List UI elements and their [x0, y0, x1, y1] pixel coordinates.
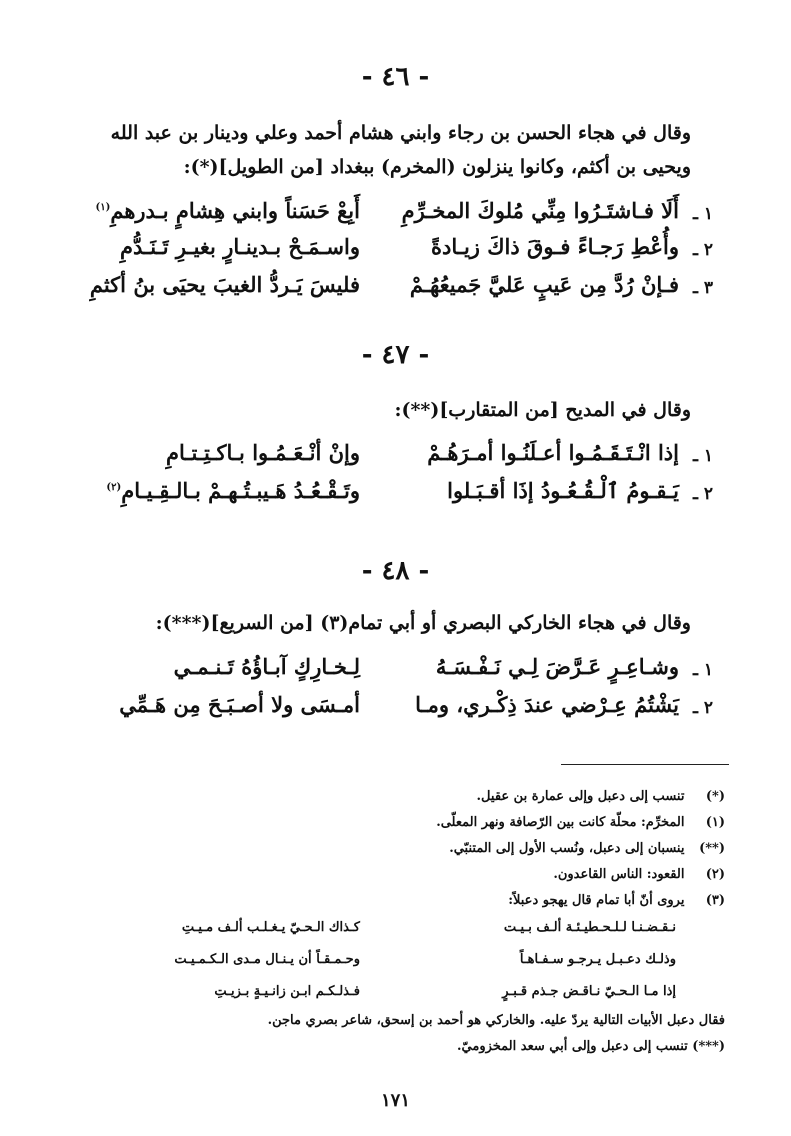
footnote-ref: (٢) [106, 482, 122, 493]
footnote-mark: (٢) [705, 867, 725, 882]
footnote-verse [90, 952, 676, 976]
footnote-verse-second: فـذلـكـم ابـن زانـيـةٍ بـزيـتِ [214, 984, 360, 999]
page-number: ١٧١ [380, 1090, 410, 1111]
section-intro-48 [60, 606, 691, 640]
verse-line [60, 692, 713, 730]
footnote-mark: (١) [705, 815, 725, 830]
footnote-verse-first: نـقـضـنـا لـلـحـطيـئـة ألـف بـيـت [503, 920, 676, 935]
footnote-verse-first: وذلـك دعـبـل يـرجـو سـفـاهـاً [519, 952, 676, 967]
footnote [60, 838, 725, 860]
footnote-mark: (**) [699, 841, 725, 856]
section-heading-47: - ٤٧ - [361, 340, 430, 370]
section-intro-46 [60, 116, 691, 184]
verse-line [60, 272, 713, 310]
verse-hemistich-second: أمـسَى ولا أصـبَـحَ مِن هَـمِّي [119, 692, 360, 717]
footnote-mark: (*) [705, 789, 725, 804]
verse-line [60, 478, 713, 516]
footnote [60, 890, 725, 912]
footnote [60, 786, 725, 808]
verse-hemistich-second: لِـخـارِكٍ آبـاؤُهُ تَـنـمـي [173, 654, 360, 679]
intro-line: وقال في هجاء الحسن بن رجاء وابني هشام أحمد وعلي ودينار بن عبد الله [110, 122, 691, 144]
verse-hemistich-second: أَبِعْ حَسَناً وابني هِشامٍ بـدرهمِ$^{(١)}$ [95, 198, 360, 223]
footnote-verse-second: وحـمـقـاً أن يـنـال مـدى الـكـمـيـت [174, 952, 360, 967]
footnote-verse [90, 920, 676, 944]
section-heading-46: - ٤٦ - [361, 62, 430, 92]
verse-hemistich-first: يَشْتُمُ عِـرْضي عندَ ذِكْـري، ومـا [415, 692, 679, 717]
footnote-separator [561, 764, 729, 765]
verse-hemistich-first: أَلَا فـاشتَـرُوا مِنِّي مُلوكَ المخـرِّمِ [401, 198, 679, 223]
verse-hemistich-first: وشـاعِـرٍ عَـرَّضَ لِـي نَـفْـسَـهُ [435, 654, 679, 679]
verse-line [60, 198, 713, 236]
intro-line: وقال في هجاء الخاركي البصري أو أبي تمام(٣) [من السريع](***): [155, 612, 691, 634]
verse-number: ٢ ـ [692, 240, 713, 260]
footnote-text: القعود: الناس القاعدون. [553, 867, 685, 882]
footnote-verse [90, 984, 676, 1008]
section-heading-48: - ٤٨ - [361, 556, 430, 586]
footnote [60, 812, 725, 834]
footnote: (***) تنسب إلى دعبل وإلى أبي سعد المخزوميّ. [457, 1039, 725, 1054]
verse-number: ١ ـ [692, 204, 713, 224]
section-intro-47 [60, 393, 691, 427]
footnote-text: ينسبان إلى دعبل، ونُسب الأول إلى المتنبّي. [449, 841, 685, 856]
verse-line [60, 234, 713, 272]
verse-number: ١ ـ [692, 446, 713, 466]
verse-hemistich-second: فليسَ يَـردُّ الغيبَ يحيَى بنُ أكثمِ [89, 272, 360, 297]
verse-hemistich-first: وأُعْطِ رَجـاءً فـوقَ ذاكَ زيـادةً [431, 234, 679, 259]
verse-number: ٣ ـ [692, 278, 713, 298]
footnote-mark: (٣) [705, 893, 725, 908]
verse-hemistich-second: واسـمَـحْ بـدينـارٍ بغيـرِ تَـنَـدُّمِ [120, 234, 360, 259]
intro-line: وقال في المديح [من المتقارب](**): [394, 399, 691, 421]
footnote-text: يروى أنّ أبا تمام قال يهجو دعبلاً: [508, 893, 685, 908]
footnote-verse-first: إذا مـا الـحـيّ نـاقـض جـذم قـبـرٍ [502, 984, 676, 999]
footnote-text: تنسب إلى دعبل وإلى عمارة بن عقيل. [476, 789, 685, 804]
verse-number: ١ ـ [692, 660, 713, 680]
footnote-continuation: فقال دعبل الأبيات التالية يردّ عليه. والخاركي هو أحمد بن إسحق، شاعر بصري ماجن. [267, 1013, 725, 1028]
footnote-ref: (١) [95, 202, 111, 213]
footnote-text: المخرِّم: محلّة كانت بين الرّصافة ونهر المعلّى. [436, 815, 685, 830]
verse-hemistich-first: فـإنْ رُدَّ مِن عَيبٍ عَليَّ جَميعُهُـمْ [409, 272, 679, 297]
verse-line [60, 440, 713, 478]
verse-hemistich-second: وإنْ أنْـعَـمُـوا بـاكـتِـتـامِ [165, 440, 360, 465]
verse-hemistich-first: إذا انْـتَـقَـمُـوا أعـلَنُـوا أمـرَهُـمْ [427, 440, 679, 465]
footnote [60, 864, 725, 886]
verse-number: ٢ ـ [692, 698, 713, 718]
verse-line [60, 654, 713, 692]
verse-hemistich-second: وتَـقْـعُـدُ هَـيبـتُـهـمْ بـالـقِـيـامِ$^{(٢)}$ [106, 478, 360, 503]
intro-line: ويحيى بن أكثم، وكانوا ينزلون (المخرم) ببغداد [من الطويل](*): [183, 156, 691, 178]
verse-number: ٢ ـ [692, 484, 713, 504]
footnote-verse-second: كـذاك الـحـيّ يـغـلـب ألـف مـيـتِ [181, 920, 360, 935]
verse-hemistich-first: يَـقـومُ ٱلْـقُـعُـودُ إذَا أقـبَـلوا [447, 478, 679, 503]
